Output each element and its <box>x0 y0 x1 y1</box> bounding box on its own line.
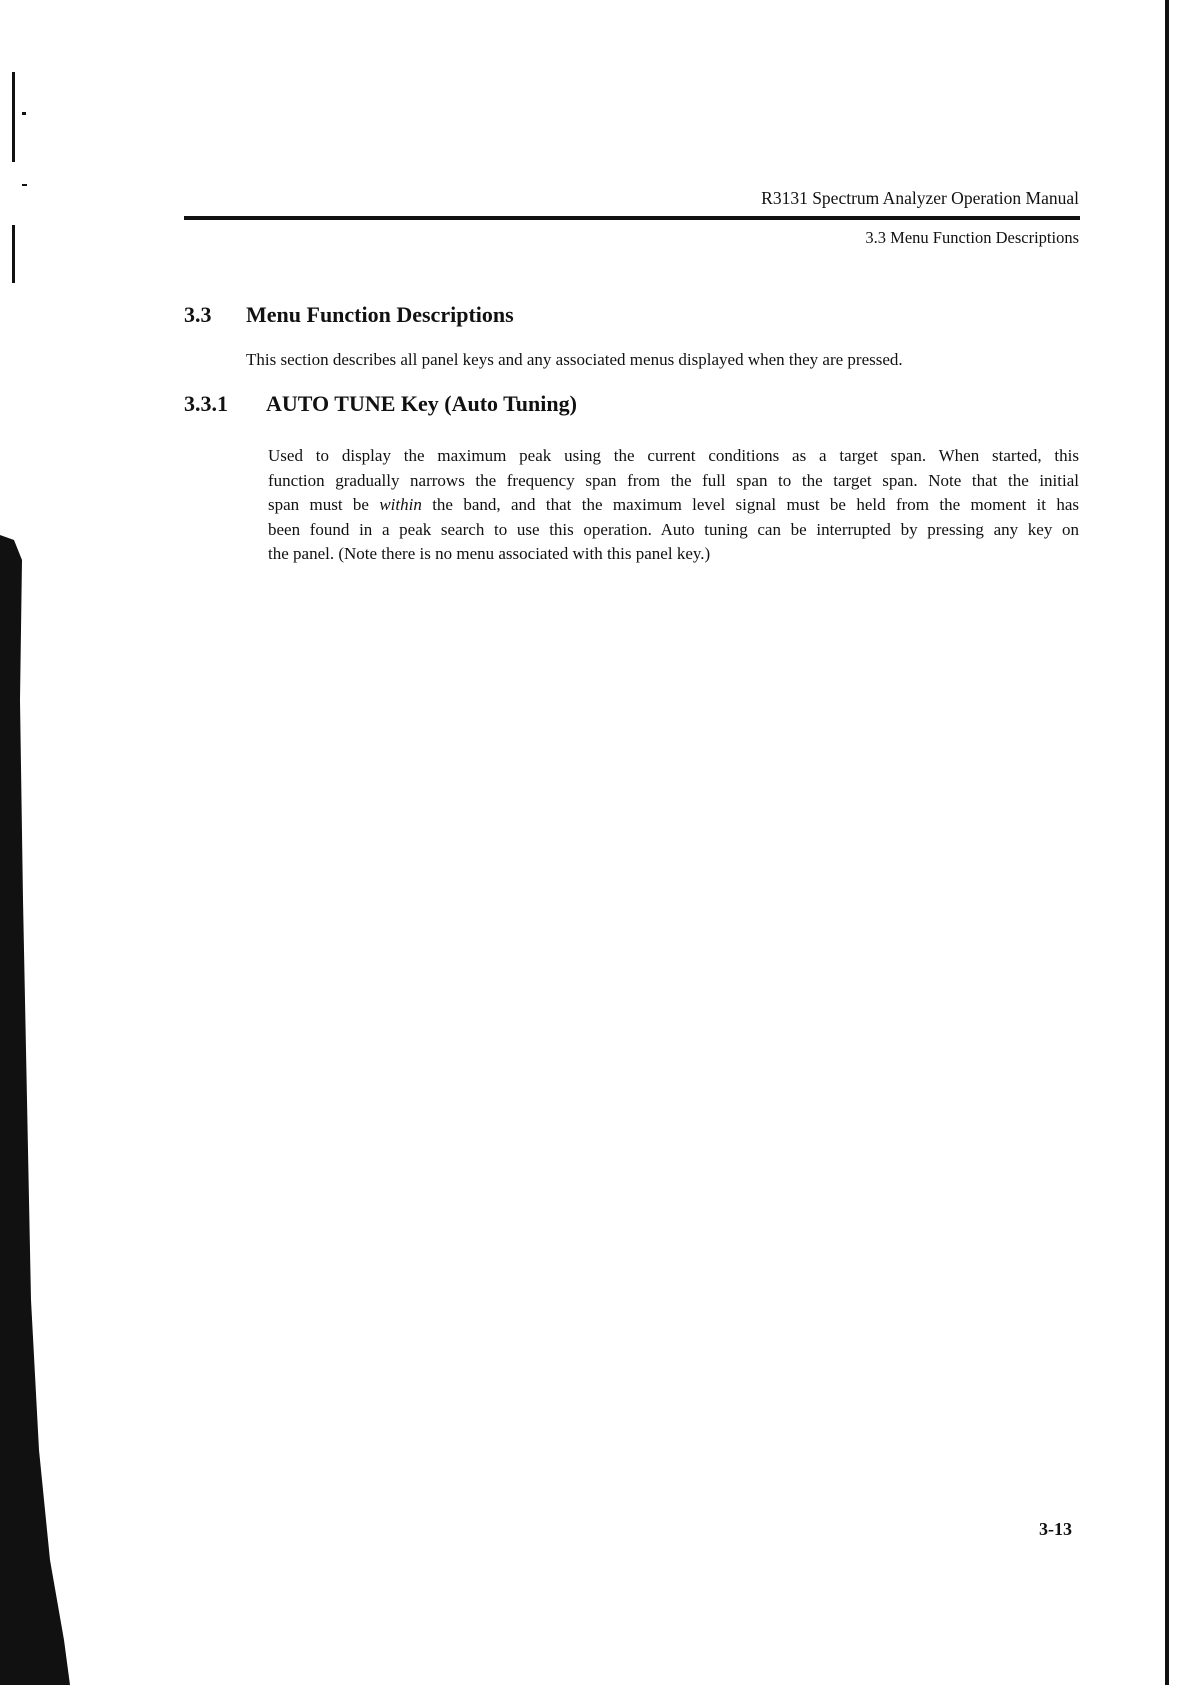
running-header-section: 3.3 Menu Function Descriptions <box>865 228 1079 247</box>
body-text: Used to display the maximum peak using the current conditions as a target span. When started, this <box>268 446 1079 465</box>
body-text: span must be <box>268 495 380 515</box>
body-text: been found in a peak search to use this operation. Auto tuning can be interrupted by pressing any key on <box>268 519 1079 539</box>
section-number: 3.3 <box>184 302 212 327</box>
header-rule <box>184 216 1080 220</box>
subsection-body <box>268 444 1079 567</box>
section-intro: This section describes all panel keys and any associated menus displayed when they are pressed. <box>246 350 903 369</box>
subsection-number: 3.3.1 <box>184 391 228 416</box>
body-line <box>268 444 1079 469</box>
body-emphasis: within <box>379 495 422 515</box>
scan-edge-line <box>1165 0 1169 1685</box>
body-line <box>268 542 1079 567</box>
section-title: Menu Function Descriptions <box>246 302 514 327</box>
page-number: 3-13 <box>1039 1519 1072 1539</box>
body-text: the panel. (Note there is no menu associated with this panel key.) <box>268 544 711 564</box>
body-text: function gradually narrows the frequency span from the full span to the target span. Note that the initial <box>268 470 1079 490</box>
scan-edge-shadow <box>0 0 90 1685</box>
body-line <box>268 518 1079 543</box>
body-text: the band, and that the maximum level signal must be held from the moment it has <box>421 495 1079 515</box>
body-line <box>268 469 1079 494</box>
subsection-title: AUTO TUNE Key (Auto Tuning) <box>266 391 577 416</box>
body-line <box>268 493 1079 518</box>
running-header-title: R3131 Spectrum Analyzer Operation Manual <box>761 188 1079 208</box>
